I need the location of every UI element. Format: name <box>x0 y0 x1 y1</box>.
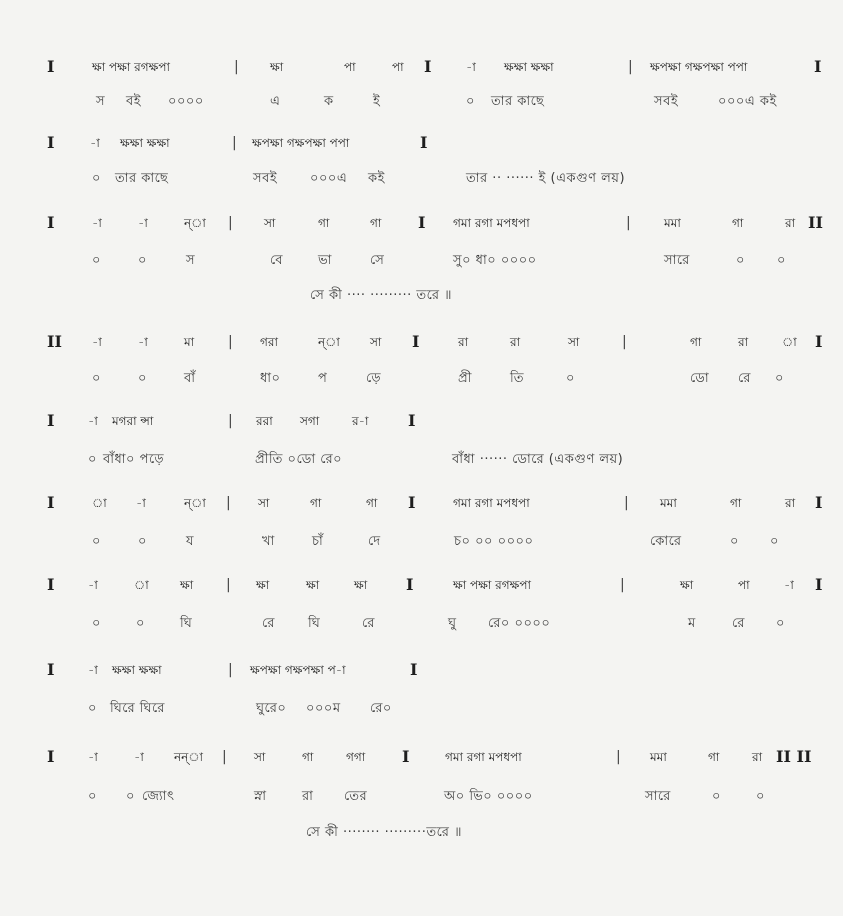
lyric-syllable: দে <box>368 534 381 549</box>
lyric-syllable: তার কাছে <box>491 94 545 109</box>
lyric-syllable: তার কাছে <box>115 171 169 186</box>
notation-line <box>0 333 843 373</box>
swara: -া <box>138 335 148 349</box>
bar-line: I <box>412 332 420 351</box>
lyric-syllable: ম <box>688 616 696 631</box>
lyric-syllable: চাঁ <box>312 534 324 549</box>
lyric-syllable: প <box>318 371 328 386</box>
lyric-line <box>0 451 843 491</box>
lyric-line <box>0 700 843 740</box>
lyric-syllable: খা <box>262 534 275 549</box>
lyric-syllable: ঘিরে ঘিরে <box>110 701 165 716</box>
swara: ক্ষা <box>270 60 284 74</box>
lyric-syllable: সবই <box>654 94 679 109</box>
notation-line <box>0 748 843 788</box>
swara: ররা <box>256 414 273 428</box>
lyric-syllable: ০০০ম <box>306 701 341 716</box>
swara: ক্ষক্ষা ক্ষক্ষা <box>504 60 554 74</box>
swara: -া <box>134 750 144 764</box>
swara: পা <box>738 578 750 592</box>
bar-line: | <box>226 495 231 511</box>
bar-line: | <box>228 215 233 231</box>
swara: সা <box>258 496 270 510</box>
lyric-syllable: বাঁধা০ পড়ে <box>103 452 164 467</box>
lyric-syllable: ০ <box>138 371 147 386</box>
lyric-syllable: ০ <box>88 701 97 716</box>
bar-line: I <box>47 57 55 76</box>
lyric-syllable: এ <box>270 94 281 109</box>
bar-line: I <box>424 57 432 76</box>
swara: -া <box>466 60 476 74</box>
swara: গা <box>370 216 382 230</box>
swara: া <box>782 335 797 349</box>
bar-line: | <box>620 577 625 593</box>
lyric-syllable: তি <box>510 371 524 386</box>
notation-line <box>0 661 843 701</box>
lyric-syllable: রে <box>262 616 275 631</box>
bar-line: I <box>47 575 55 594</box>
swara: ক্ষা <box>680 578 694 592</box>
swara: সা <box>568 335 580 349</box>
bar-line: | <box>628 59 633 75</box>
lyric-syllable: ০ <box>777 253 786 268</box>
lyric-syllable: প্রীতি ০ডো রে০ <box>255 452 343 467</box>
swara: রা <box>738 335 749 349</box>
swara: ন্া <box>184 496 206 510</box>
swara: ক্ষা পক্ষা রগক্ষপা <box>453 578 531 592</box>
lyric-syllable: রে০ ০০০০ <box>488 616 551 631</box>
lyric-syllable: ০০০০ <box>168 94 204 109</box>
lyric-line <box>0 93 843 133</box>
lyric-syllable: স <box>186 253 196 268</box>
lyric-syllable: ০ <box>92 253 101 268</box>
swara: গরা <box>260 335 278 349</box>
lyric-syllable: ০ <box>756 789 765 804</box>
lyric-syllable: ভা <box>318 253 332 268</box>
lyric-syllable: চ০ ০০ ০০০০ <box>454 534 534 549</box>
lyric-syllable: রে <box>362 616 375 631</box>
bar-line: | <box>616 749 621 765</box>
swara: রা <box>785 216 796 230</box>
swara: গা <box>690 335 702 349</box>
lyric-syllable: বই <box>126 94 141 109</box>
swara: গমা রগা মপধপা <box>453 216 530 230</box>
bar-line: | <box>228 662 233 678</box>
lyric-syllable: রা <box>302 789 314 804</box>
bar-line: | <box>226 577 231 593</box>
swara: -া <box>784 578 794 592</box>
lyric-syllable: কোরে <box>650 534 682 549</box>
lyric-syllable: ঘি <box>180 616 193 631</box>
swara: গমা রগা মপধপা <box>445 750 522 764</box>
swara: -া <box>90 136 100 150</box>
bar-line: I <box>408 493 416 512</box>
swara: -া <box>88 414 98 428</box>
swara: সা <box>370 335 382 349</box>
lyric-syllable: ই <box>373 94 381 109</box>
swara: মমা <box>650 750 667 764</box>
lyric-syllable: অ০ ভি০ ০০০০ <box>444 789 533 804</box>
swara: ন্া <box>318 335 340 349</box>
bar-line: II <box>47 332 62 351</box>
bar-line: I <box>420 133 428 152</box>
swara: া <box>92 496 107 510</box>
refrain-text: সে কী ···· ········· তরে ॥ <box>310 288 453 303</box>
notation-line <box>0 134 843 174</box>
bar-line: I <box>408 411 416 430</box>
lyric-syllable: বাঁ <box>184 371 196 386</box>
bar-line: I <box>815 493 823 512</box>
lyric-syllable: ড়ে <box>366 371 382 386</box>
lyric-syllable: য <box>186 534 194 549</box>
swara: সগা <box>300 414 320 428</box>
notation-line <box>0 214 843 254</box>
swara: পা <box>344 60 356 74</box>
lyric-syllable: ক <box>324 94 334 109</box>
notation-line <box>0 576 843 616</box>
lyric-syllable: ০ <box>466 94 475 109</box>
swara: -া <box>92 335 102 349</box>
lyric-syllable: ০ <box>730 534 739 549</box>
lyric-syllable: ০ <box>138 534 147 549</box>
swara: গা <box>366 496 378 510</box>
bar-line: I <box>815 575 823 594</box>
swara: গা <box>708 750 720 764</box>
lyric-syllable: ০ <box>770 534 779 549</box>
lyric-syllable: ০ <box>736 253 745 268</box>
swara: গা <box>302 750 314 764</box>
lyric-syllable: ০ <box>88 789 97 804</box>
lyric-syllable: ডো <box>690 371 710 386</box>
lyric-syllable: কই <box>368 171 385 186</box>
swara: ক্ষপক্ষা গক্ষপক্ষা পপা <box>650 60 748 74</box>
lyric-syllable: সু০ ধা০ ০০০০ <box>453 253 537 268</box>
bar-line: | <box>622 334 627 350</box>
swara: র-া <box>352 414 369 428</box>
bar-line: | <box>624 495 629 511</box>
lyric-syllable: ০ <box>566 371 575 386</box>
lyric-syllable: রে <box>738 371 751 386</box>
swara: -া <box>138 216 148 230</box>
lyric-syllable: ০ <box>138 253 147 268</box>
swara: রা <box>752 750 763 764</box>
swara: রা <box>458 335 469 349</box>
bar-line: II II <box>776 747 812 766</box>
lyric-syllable: রে <box>732 616 745 631</box>
notation-line <box>0 58 843 98</box>
swara: রা <box>785 496 796 510</box>
lyric-syllable: সে <box>370 253 385 268</box>
lyric-line <box>0 370 843 410</box>
lyric-syllable: তের <box>344 789 368 804</box>
swara: গগা <box>346 750 366 764</box>
notation-line <box>0 494 843 534</box>
swara: -া <box>88 750 98 764</box>
bar-line: I <box>418 213 426 232</box>
lyric-syllable: ০ <box>92 534 101 549</box>
bar-line: | <box>228 334 233 350</box>
swara: সা <box>254 750 266 764</box>
bar-line: I <box>47 133 55 152</box>
lyric-line <box>0 788 843 828</box>
swara: পা <box>392 60 404 74</box>
lyric-syllable: ঘি <box>308 616 321 631</box>
bar-line: | <box>232 135 237 151</box>
lyric-syllable: জ্যোৎ <box>142 789 175 804</box>
swara: ক্ষা <box>354 578 368 592</box>
swara: া <box>134 578 149 592</box>
lyric-syllable: ০ <box>126 789 135 804</box>
bar-line: I <box>47 411 55 430</box>
lyric-syllable: ০ <box>712 789 721 804</box>
bar-line: I <box>410 660 418 679</box>
swara: ক্ষা <box>306 578 320 592</box>
bar-line: | <box>234 59 239 75</box>
swara: -া <box>136 496 146 510</box>
lyric-line <box>0 252 843 292</box>
swara: গা <box>318 216 330 230</box>
swara: ক্ষপক্ষা গক্ষপক্ষা পপা <box>252 136 350 150</box>
lyric-syllable: ০ <box>92 171 101 186</box>
bar-line: I <box>47 493 55 512</box>
bar-line: I <box>815 332 823 351</box>
lyric-syllable: ০০০এ কই <box>718 94 777 109</box>
swara: মমা <box>664 216 681 230</box>
lyric-syllable: ০ <box>92 371 101 386</box>
swara: মা <box>184 335 195 349</box>
bar-line: I <box>402 747 410 766</box>
swara: রা <box>510 335 521 349</box>
swara: ক্ষা <box>256 578 270 592</box>
swara: গা <box>732 216 744 230</box>
lyric-syllable: সারে <box>645 789 671 804</box>
bar-line: | <box>228 413 233 429</box>
lyric-syllable: সবই <box>253 171 278 186</box>
lyric-syllable: ঘু <box>448 616 457 631</box>
swara: -া <box>88 578 98 592</box>
swara: ক্ষা <box>180 578 194 592</box>
lyric-syllable: ০ <box>136 616 145 631</box>
lyric-syllable: সারে <box>664 253 690 268</box>
lyric-syllable: ঘুরে০ <box>256 701 287 716</box>
swara: -া <box>88 663 98 677</box>
lyric-syllable: তার ·· ······ ই (একগুণ লয়) <box>466 171 626 186</box>
lyric-syllable: ০ <box>776 616 785 631</box>
lyric-syllable: স <box>96 94 106 109</box>
refrain-line <box>0 824 843 864</box>
lyric-syllable: প্রী <box>458 371 472 386</box>
swara: গমা রগা মপধপা <box>453 496 530 510</box>
bar-line: II <box>808 213 823 232</box>
bar-line: I <box>814 57 822 76</box>
refrain-text: সে কী ········ ·········তরে ॥ <box>306 825 462 840</box>
lyric-syllable: বে <box>270 253 284 268</box>
lyric-syllable: ০ <box>775 371 784 386</box>
bar-line: I <box>406 575 414 594</box>
bar-line: I <box>47 747 55 766</box>
lyric-syllable: বাঁধা ······ ডোরে (একগুণ লয়) <box>452 452 624 467</box>
lyric-line <box>0 170 843 210</box>
swara: ক্ষপক্ষা গক্ষপক্ষা প-া <box>250 663 346 677</box>
bar-line: I <box>47 213 55 232</box>
lyric-line <box>0 615 843 655</box>
notation-line <box>0 412 843 452</box>
lyric-syllable: ০০০এ <box>310 171 348 186</box>
lyric-syllable: ধা০ <box>260 371 281 386</box>
swara: সা <box>264 216 276 230</box>
lyric-syllable: ০ <box>92 616 101 631</box>
swara: নন্া <box>174 750 204 764</box>
swara: মগরা ন্সা <box>112 414 154 428</box>
bar-line: I <box>47 660 55 679</box>
lyric-syllable: ০ <box>88 452 97 467</box>
swara: ক্ষক্ষা ক্ষক্ষা <box>120 136 170 150</box>
lyric-syllable: স্না <box>254 789 267 804</box>
swara: ক্ষক্ষা ক্ষক্ষা <box>112 663 162 677</box>
bar-line: | <box>626 215 631 231</box>
lyric-syllable: রে০ <box>370 701 392 716</box>
swara: -া <box>92 216 102 230</box>
lyric-line <box>0 533 843 573</box>
swara: গা <box>310 496 322 510</box>
swara: ক্ষা পক্ষা রগক্ষপা <box>92 60 170 74</box>
swara: মমা <box>660 496 677 510</box>
bar-line: | <box>222 749 227 765</box>
refrain-line <box>0 287 843 327</box>
swara: ন্া <box>184 216 206 230</box>
swara: গা <box>730 496 742 510</box>
